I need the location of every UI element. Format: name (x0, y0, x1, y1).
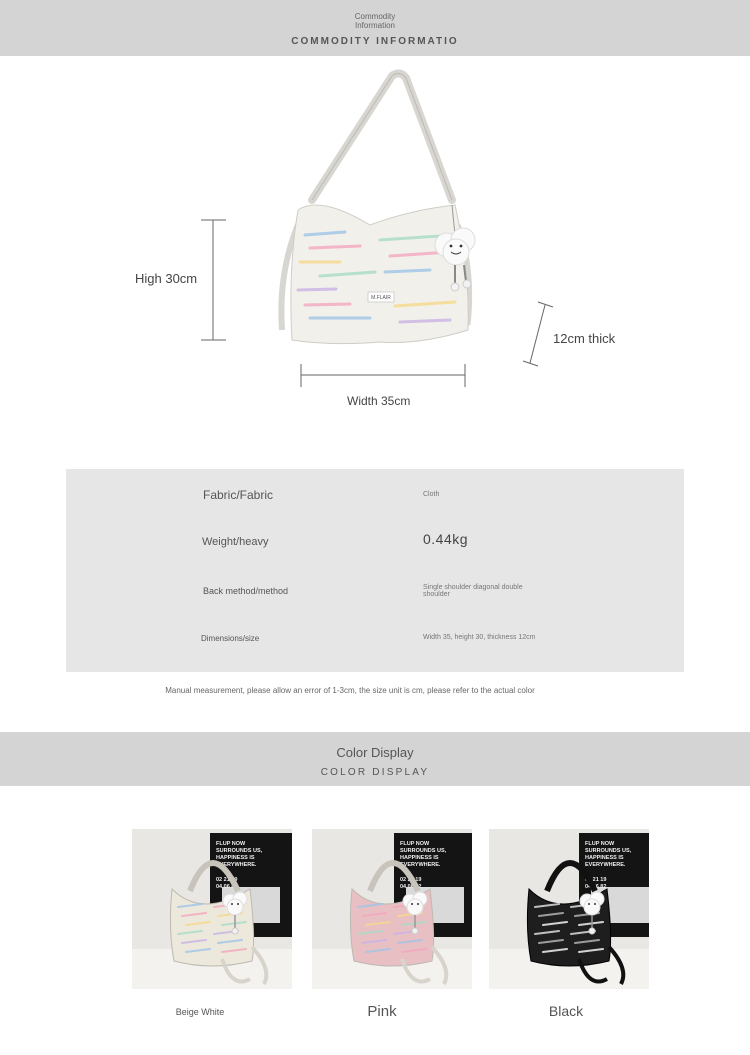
poster-line: 04 06 82 (400, 884, 422, 890)
spec-value-weight: 0.44kg (423, 531, 469, 547)
poster-line: 02 21 19 (585, 877, 607, 883)
height-label: High 30cm (135, 271, 198, 286)
color-display-header (0, 732, 750, 786)
bag-tag-text: M.FLAIR (371, 295, 391, 301)
poster-line: HAPPINESS IS (216, 855, 255, 861)
color-display-title: Color Display (336, 745, 414, 760)
poster-line: FLUP NOW (216, 841, 246, 847)
poster-line: EVERYWHERE. (400, 862, 441, 868)
commodity-info-header (0, 0, 750, 56)
poster-line: SURROUNDS US, (216, 848, 263, 854)
poster-line: SURROUNDS US, (585, 848, 632, 854)
poster-line: EVERYWHERE. (216, 862, 257, 868)
header-small-line2: Information (354, 21, 396, 30)
caption-pink: Pink (367, 1003, 397, 1020)
specification-table (66, 469, 684, 672)
color-thumb-black[interactable] (489, 829, 649, 989)
header-caps-title: COMMODITY INFORMATIO (291, 36, 459, 47)
thickness-dimension-line (523, 302, 553, 366)
spec-value-fabric: Cloth (423, 491, 440, 498)
bag-photo-beige (132, 829, 292, 989)
poster-line: SURROUNDS US, (400, 848, 447, 854)
spec-value-back-method-line1: Single shoulder diagonal double (423, 584, 523, 591)
spec-label-weight: Weight/heavy (202, 536, 269, 548)
poster-line: 04 06 82 (585, 884, 607, 890)
height-dimension-line (201, 220, 226, 340)
poster-line: 02 21 19 (400, 877, 422, 883)
poster-line: HAPPINESS IS (585, 855, 624, 861)
bag-photo-black (489, 829, 649, 989)
spec-value-back-method-line2: shoulder (423, 591, 450, 598)
spec-label-fabric: Fabric/Fabric (203, 488, 274, 502)
color-thumb-beige-white[interactable] (132, 829, 292, 989)
poster-line: FLUP NOW (400, 841, 430, 847)
spec-label-back-method: Back method/method (203, 586, 289, 596)
spec-value-dimensions: Width 35, height 30, thickness 12cm (423, 634, 536, 641)
poster-line: EVERYWHERE. (585, 862, 626, 868)
thickness-label: 12cm thick (553, 331, 616, 346)
header-small-line1: Commodity (354, 12, 396, 21)
product-hero (0, 56, 750, 456)
measurement-note: Manual measurement, please allow an error of 1-3cm, the size unit is cm, please refer to the actual color (165, 686, 535, 695)
spec-label-dimensions: Dimensions/size (201, 634, 260, 643)
poster-line: HAPPINESS IS (400, 855, 439, 861)
poster-line: 02 21 19 (216, 877, 238, 883)
width-dimension-line (301, 364, 465, 387)
color-thumb-pink[interactable] (312, 829, 472, 989)
bag-photo-pink (312, 829, 472, 989)
caption-beige-white: Beige White (175, 1007, 225, 1017)
caption-black: Black (548, 1003, 584, 1019)
poster-line: 04 06 82 (216, 884, 238, 890)
color-display-caps: COLOR DISPLAY (320, 767, 430, 778)
width-label: Width 35cm (347, 394, 411, 408)
poster-line: FLUP NOW (585, 841, 615, 847)
